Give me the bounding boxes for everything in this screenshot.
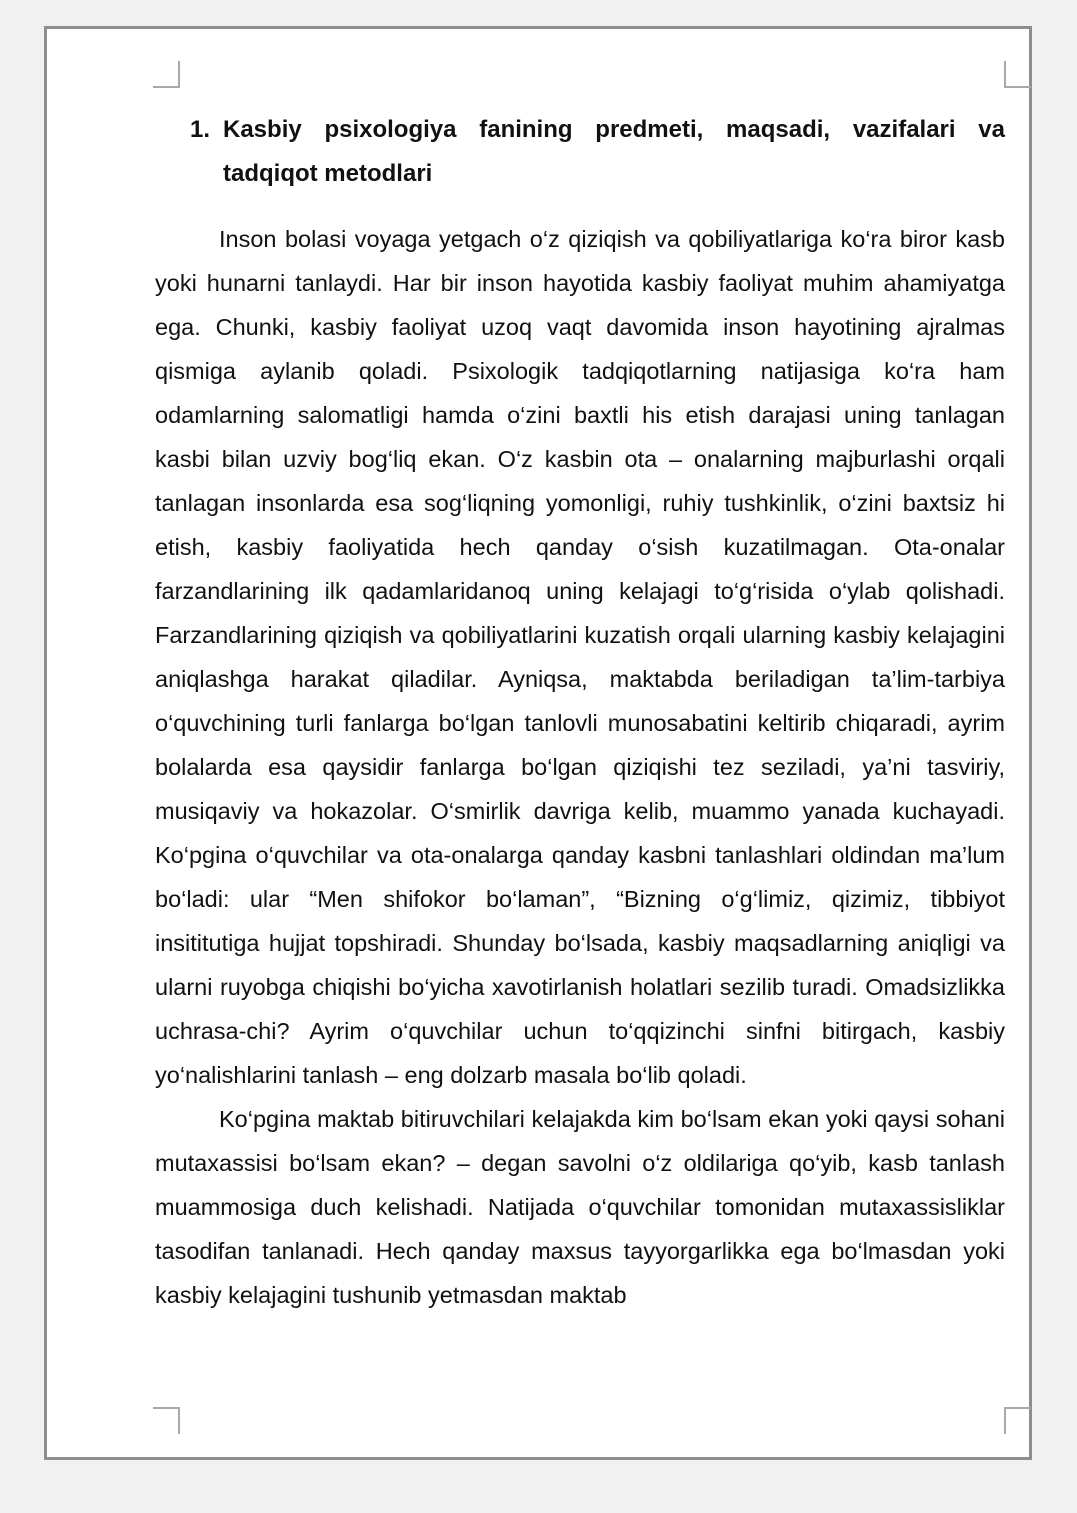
body-text (155, 217, 1005, 1317)
page-corner-mark-bottom-left (153, 1407, 180, 1434)
page-corner-mark-top-right (1004, 61, 1031, 88)
document-page (44, 26, 1032, 1460)
page-corner-mark-bottom-right (1004, 1407, 1031, 1434)
section-heading (190, 108, 1005, 196)
paragraph-2: Ko‘pgina maktab bitiruvchilari kelajakda kim bo‘lsam ekan yoki qaysi sohani mutaxassisi bo‘lsam ekan? – degan savolni o‘z oldilariga qo‘yib, kasb tanlash muammosiga duch kelishadi. Natijada o‘quvchilar tomonidan mutaxassisliklar tasodifan tanlanadi. Hech qanday maxsus tayyorgarlikka ega bo‘lmasdan yoki kasbiy kelajagini tushunib yetmasdan maktab (155, 1106, 1005, 1308)
heading-title: Kasbiy psixologiya fanining predmeti, maqsadi, vazifalari va tadqiqot metodlari (223, 116, 1005, 187)
page-corner-mark-top-left (153, 61, 180, 88)
paragraph-1: Inson bolasi voyaga yetgach o‘z qiziqish va qobiliyatlariga ko‘ra biror kasb yoki hunarni tanlaydi. Har bir inson hayotida kasbiy faoliyat muhim ahamiyatga ega. Chunki, kasbiy faoliyat uzoq vaqt davomida inson hayotining ajralmas qismiga aylanib qoladi. Psixologik tadqiqotlarning natijasiga ko‘ra ham odamlarning salomatligi hamda o‘zini baxtli his etish darajasi uning tanlagan kasbi bilan uzviy bog‘liq ekan. O‘z kasbin ota – onalarning majburlashi orqali tanlagan insonlarda esa sog‘liqning yomonligi, ruhiy tushkinlik, o‘zini baxtsiz hi etish, kasbiy faoliyatida hech qanday o‘sish kuzatilmagan. Ota-onalar farzandlarining ilk qadamlaridanoq uning kelajagi to‘g‘risida o‘ylab qolishadi. Farzandlarining qiziqish va qobiliyatlarini kuzatish orqali ularning kasbiy kelajagini aniqlashga harakat qiladilar. Ayniqsa, maktabda beriladigan ta’lim-tarbiya o‘quvchining turli fanlarga bo‘lgan tanlovli munosabatini keltirib chiqaradi, ayrim bolalarda esa qaysidir fanlarga bo‘lgan qiziqishi tez seziladi, ya’ni tasviriy, musiqaviy va hokazolar. O‘smirlik davriga kelib, muammo yanada kuchayadi. Ko‘pgina o‘quvchilar va ota-onalarga qanday kasbni tanlashlari oldindan ma’lum bo‘ladi: ular “Men shifokor bo‘laman”, “Bizning o‘g‘limiz, qizimiz, tibbiyot insititutiga hujjat topshiradi. Shunday bo‘lsada, kasbiy maqsadlarning aniqligi va ularni ruyobga chiqishi bo‘yicha xavotirlanish holatlari sezilib turadi. Omadsizlikka uchrasa-chi? Ayrim o‘quvchilar uchun to‘qqizinchi sinfni bitirgach, kasbiy yo‘nalishlarini tanlash – eng dolzarb masala bo‘lib qoladi. (155, 226, 1005, 1088)
heading-number: 1. (190, 116, 211, 143)
